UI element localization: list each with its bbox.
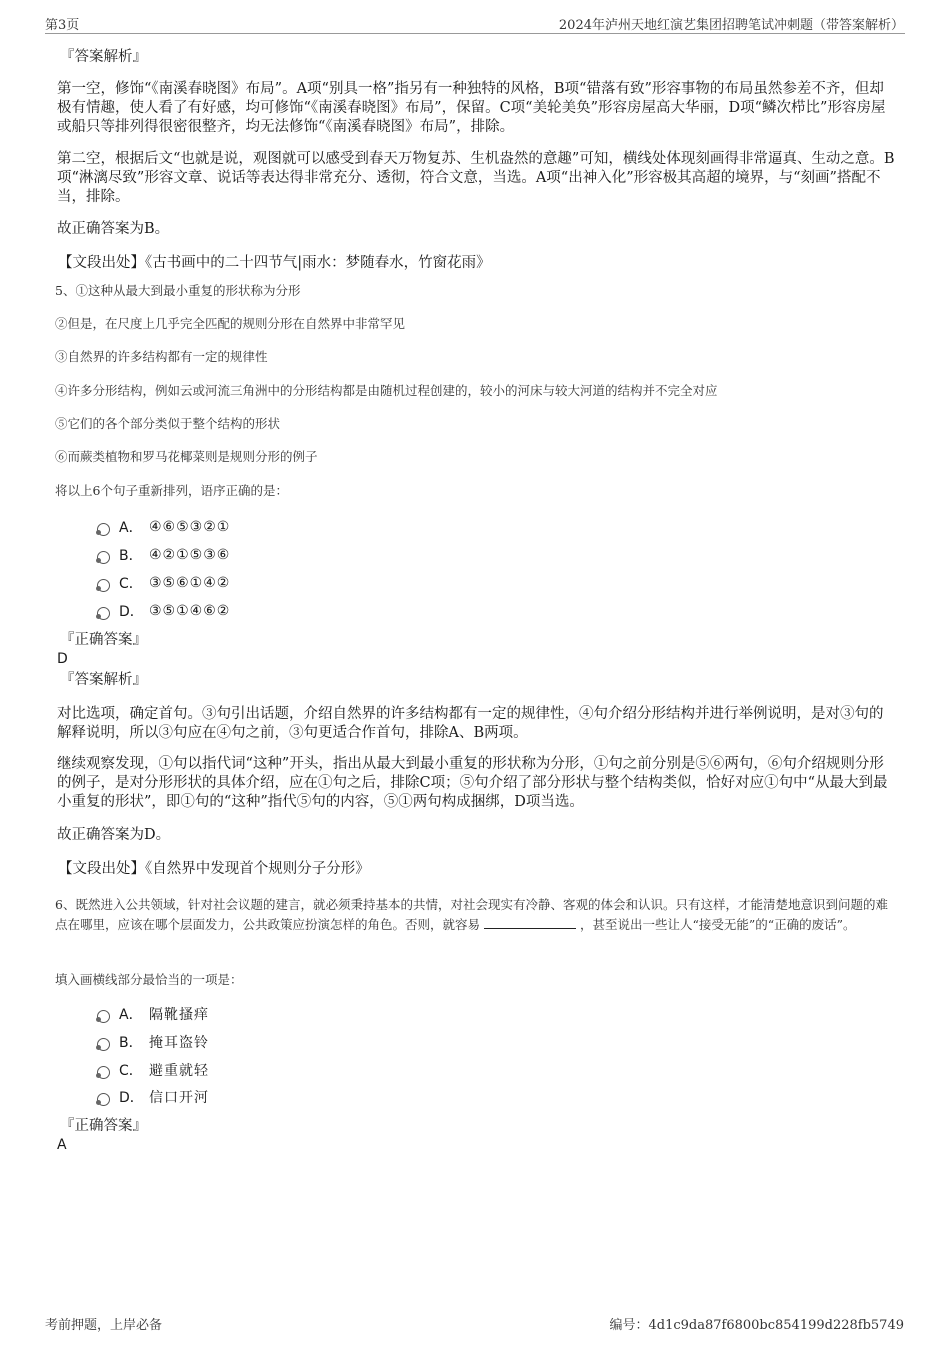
q5-option-a[interactable]: A． ④⑥⑤③②① [97, 517, 230, 537]
q5-analysis-p1: 对比选项，确定首句。③句引出话题，介绍自然界的许多结构都有一定的规律性，④句介绍分形结构并进行举例说明，是对③句的解释说明，所以③句应在④句之前，③句更适合作首句，排除A、B两项。 [57, 706, 884, 741]
radio-icon[interactable] [97, 523, 110, 536]
q5-sentence-4: ④许多分形结构，例如云或河流三角洲中的分形结构都是由随机过程创建的，较小的河床与较大河道的结构并不完全对应 [55, 383, 718, 398]
q5-conclusion: 故正确答案为D。 [57, 827, 171, 843]
q4-source: 【文段出处】《古书画中的二十四节气|雨水：梦随春水，竹窗花雨》 [58, 255, 491, 271]
q5-answer: D [57, 651, 68, 667]
footer-slogan: 考前押题，上岸必备 [45, 1318, 163, 1333]
radio-icon[interactable] [97, 1066, 110, 1079]
q4-conclusion: 故正确答案为B。 [57, 221, 170, 237]
q4-analysis-p1: 第一空，修饰“《南溪春晓图》布局”。A项“别具一格”指另有一种独特的风格，B项“错落有致”形容事物的布局虽然参差不齐，但却极有情趣，使人看了有好感，均可修饰“《南溪春晓图》布局”，保留。C项“美轮美奂”形容房屋高大华丽，D项“鳞次栉比”形容房屋或船只等排列得很密很整齐，均无法修饰“《南溪春晓图》布局”，排除。 [57, 81, 886, 135]
q6-option-b[interactable]: B． 掩耳盗铃 [97, 1032, 209, 1052]
radio-icon[interactable] [97, 1038, 110, 1051]
q5-option-d[interactable]: D． ③⑤①④⑥② [97, 601, 230, 621]
q5-analysis-p2: 继续观察发现，①句以指代词“这种”开头，指出从最大到最小重复的形状称为分形，①句之前分别是⑤⑥两句，⑥句介绍规则分形的例子，是对分形形状的具体介绍，应在①句之后，排除C项；⑤句介绍了部分形状与整个结构类似，恰好对应①句中“从最大到最小重复的形状”，即①句的“这种”指代⑤句的内容，⑤①两句构成捆绑，D项当选。 [57, 756, 888, 810]
q5-sentence-1: 5、①这种从最大到最小重复的形状称为分形 [55, 283, 301, 298]
q5-sentence-5: ⑤它们的各个部分类似于整个结构的形状 [55, 416, 281, 431]
q6-option-c[interactable]: C． 避重就轻 [97, 1060, 209, 1080]
q5-source: 【文段出处】《自然界中发现首个规则分子分形》 [58, 861, 370, 877]
q6-prompt: 填入画横线部分最恰当的一项是： [55, 972, 243, 987]
q5-option-b[interactable]: B． ④②①⑤③⑥ [97, 545, 230, 565]
q6-answer-label: 『正确答案』 [60, 1118, 147, 1134]
q6-stem: 6、既然进入公共领域，针对社会议题的建言，就必须秉持基本的共情，对社会现实有冷静、客观的体会和认识。只有这样，才能清楚地意识到问题的难点在哪里，应该在哪个层面发力，公共政策应扮演怎样的角色。否则，就容易 ，甚至说出一些让人“接受无能”的“正确的废话”。 [55, 897, 888, 932]
q5-option-c[interactable]: C． ③⑤⑥①④② [97, 573, 230, 593]
q6-option-d[interactable]: D． 信口开河 [97, 1087, 209, 1107]
q5-sentence-2: ②但是，在尺度上几乎完全匹配的规则分形在自然界中非常罕见 [55, 316, 406, 331]
radio-icon[interactable] [97, 551, 110, 564]
q6-answer: A [57, 1137, 67, 1153]
q5-answer-label: 『正确答案』 [60, 632, 147, 648]
q5-analysis-label: 『答案解析』 [60, 672, 147, 688]
radio-icon[interactable] [97, 607, 110, 620]
radio-icon[interactable] [97, 1010, 110, 1023]
q6-option-a[interactable]: A． 隔靴搔痒 [97, 1004, 209, 1024]
q5-sentence-3: ③自然界的许多结构都有一定的规律性 [55, 349, 268, 364]
q4-analysis-label: 『答案解析』 [60, 49, 147, 65]
document-code: 编号：4d1c9da87f6800bc854199d228fb5749 [609, 1318, 904, 1333]
q4-analysis-p2: 第二空，根据后文“也就是说，观图就可以感受到春天万物复苏、生机盎然的意趣”可知，横线处体现刻画得非常逼真、生动之意。B项“淋漓尽致”形容文章、说话等表达得非常充分、透彻，符合文意，当选。A项“出神入化”形容极其高超的境界，与“刻画”搭配不当，排除。 [57, 151, 895, 205]
fill-in-blank [484, 916, 576, 929]
q5-prompt: 将以上6个句子重新排列，语序正确的是： [55, 483, 288, 498]
page-number: 第3页 [45, 18, 80, 33]
radio-icon[interactable] [97, 579, 110, 592]
document-title: 2024年泸州天地红演艺集团招聘笔试冲刺题（带答案解析） [558, 18, 904, 33]
radio-icon[interactable] [97, 1093, 110, 1106]
q5-sentence-6: ⑥而蕨类植物和罗马花椰菜则是规则分形的例子 [55, 449, 318, 464]
header-divider [45, 33, 905, 34]
